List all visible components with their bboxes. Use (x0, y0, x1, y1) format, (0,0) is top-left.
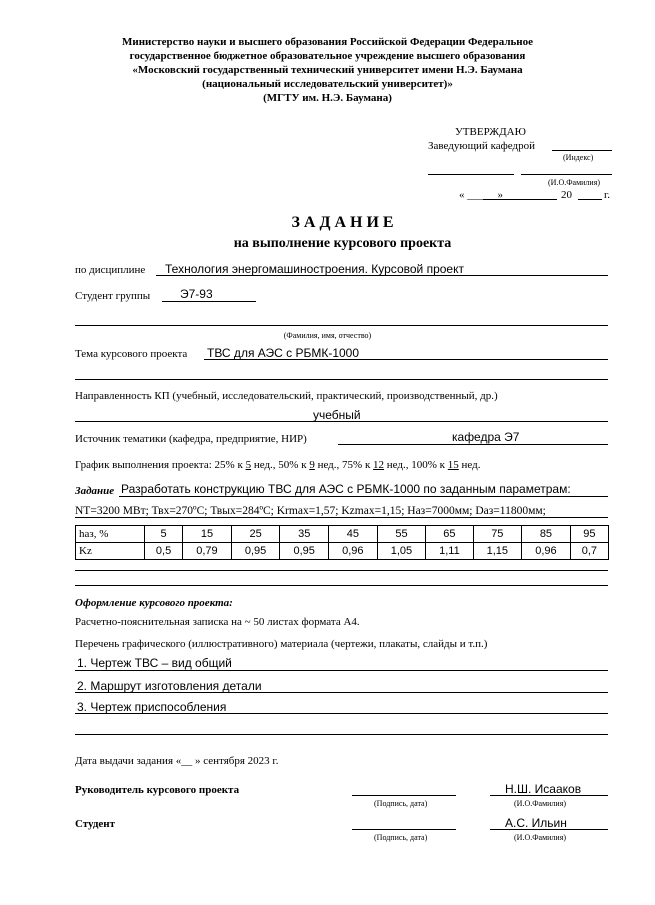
student-name[interactable]: А.С. Ильин (505, 816, 567, 830)
schedule-week-75: 12 (373, 459, 385, 471)
index-line (552, 150, 612, 151)
source-value[interactable]: кафедра Э7 (452, 430, 520, 444)
schedule-prefix: График выполнения проекта: 25% к (75, 459, 243, 471)
approval-year: 20 (561, 189, 572, 201)
table-cell: 15 (183, 526, 232, 543)
schedule-text-1: нед., 50% к (253, 459, 307, 471)
university-line-3: «Московский государственный технический университет имени Н.Э. Баумана (132, 64, 523, 76)
document-subtitle: на выполнение курсового проекта (233, 236, 452, 251)
task-line (119, 496, 608, 497)
table-cell: 1,15 (473, 543, 522, 560)
approval-date-open: « _____ » (459, 189, 503, 201)
table-cell: 0,5 (145, 543, 183, 560)
ministry-line-1: Министерство науки и высшего образования Российской Федерации Федеральное (121, 36, 534, 48)
table-cell: 25 (231, 526, 280, 543)
document-title: З А Д А Н И Е (291, 214, 394, 231)
approval-year-line (578, 199, 602, 200)
table-cell: 0,79 (183, 543, 232, 560)
table-cell: 95 (570, 526, 608, 543)
university-short-name: (МГТУ им. Н.Э. Баумана) (263, 92, 392, 104)
source-line (338, 444, 608, 445)
supervisor-name[interactable]: Н.Ш. Исааков (505, 782, 582, 796)
table-cell: 55 (377, 526, 426, 543)
student-name-caption: (И.О.Фамилия) (514, 833, 567, 842)
schedule-text-2: нед., 75% к (317, 459, 371, 471)
table-cell: 1,05 (377, 543, 426, 560)
blank-line-2 (75, 585, 608, 586)
graphics-item-3[interactable]: 3. Чертеж приспособления (77, 700, 227, 714)
table-cell: 1,11 (426, 543, 473, 560)
ministry-line-2: государственное бюджетное образовательное учреждение высшего образования (129, 50, 526, 62)
table-row (76, 543, 609, 560)
graphics-item-line-1 (75, 670, 608, 671)
table-cell: 0,96 (329, 543, 378, 560)
index-caption: (Индекс) (563, 153, 594, 162)
table-cell: 35 (280, 526, 329, 543)
student-label: Студент (75, 818, 116, 830)
table-header-kz: Kz (76, 543, 145, 560)
schedule-text-4: нед. (461, 459, 481, 471)
student-fio-line (75, 325, 608, 326)
supervisor-name-caption: (И.О.Фамилия) (514, 799, 567, 808)
supervisor-sign-caption: (Подпись, дата) (374, 799, 428, 808)
group-value[interactable]: Э7-93 (180, 287, 213, 301)
schedule-week-100: 15 (447, 459, 459, 471)
group-line (162, 301, 256, 302)
schedule-week-25: 5 (245, 459, 252, 471)
task-label: Задание (75, 485, 115, 497)
task-params-line (75, 517, 608, 518)
student-sign-caption: (Подпись, дата) (374, 833, 428, 842)
table-cell: 0,7 (570, 543, 608, 560)
table-cell: 85 (522, 526, 571, 543)
supervisor-sign-line (352, 795, 456, 796)
task-text[interactable]: Разработать конструкцию ТВС для АЭС с РБМК-1000 по заданным параметрам: (121, 482, 571, 496)
table-cell: 0,95 (280, 543, 329, 560)
direction-value[interactable]: учебный (313, 408, 361, 422)
discipline-label: по дисциплине (75, 264, 146, 276)
blank-line-1 (75, 570, 608, 571)
graphics-item-line-4 (75, 734, 608, 735)
table-cell: 75 (473, 526, 522, 543)
head-of-department-label: Заведующий кафедрой (428, 140, 535, 152)
group-label: Студент группы (75, 290, 151, 302)
topic-extra-line (75, 379, 608, 380)
graphics-label: Перечень графического (иллюстративного) материала (чертежи, плакаты, слайды и т.п.) (75, 638, 488, 650)
graphics-item-1[interactable]: 1. Чертеж ТВС – вид общий (77, 656, 232, 670)
source-label: Источник тематики (кафедра, предприятие, НИР) (75, 433, 307, 445)
student-sign-line (352, 829, 456, 830)
supervisor-label: Руководитель курсового проекта (75, 784, 240, 796)
head-name-caption: (И.О.Фамилия) (548, 178, 601, 187)
schedule-text-3: нед., 100% к (386, 459, 446, 471)
table-cell: 5 (145, 526, 183, 543)
direction-label: Направленность КП (учебный, исследовательский, практический, производственный, др.) (75, 390, 498, 402)
design-note: Расчетно-пояснительная записка на ~ 50 листах формата А4. (75, 616, 360, 628)
discipline-value[interactable]: Технология энергомашиностроения. Курсовой проект (165, 262, 464, 276)
issue-date: Дата выдачи задания «__ » сентября 2023 г. (75, 755, 279, 767)
task-params: NТ=3200 МВт; Твх=270ºС; Твых=284ºС; Krmax=1,57; Kzmax=1,15; Наз=7000мм; Dаз=11800мм; (75, 505, 546, 517)
table-row (76, 526, 609, 543)
head-name-line (521, 174, 612, 175)
approval-month-line (483, 199, 557, 200)
table-cell: 65 (426, 526, 473, 543)
signature-line (428, 174, 514, 175)
approve-title: УТВЕРЖДАЮ (455, 126, 526, 138)
fio-caption: (Фамилия, имя, отчество) (283, 331, 372, 340)
schedule-line (75, 459, 481, 472)
university-line-4: (национальный исследовательский университет)» (202, 78, 453, 90)
parameters-table (75, 525, 609, 560)
schedule-week-50: 9 (309, 459, 315, 471)
design-heading: Оформление курсового проекта: (75, 597, 233, 609)
approval-year-suffix: г. (604, 189, 611, 201)
topic-value[interactable]: ТВС для АЭС с РБМК-1000 (207, 346, 360, 360)
table-cell: 0,95 (231, 543, 280, 560)
topic-label: Тема курсового проекта (75, 348, 188, 360)
table-cell: 45 (329, 526, 378, 543)
table-cell: 0,96 (522, 543, 571, 560)
graphics-item-2[interactable]: 2. Маршрут изготовления детали (77, 679, 262, 693)
table-header-height: hаз, % (76, 526, 145, 543)
